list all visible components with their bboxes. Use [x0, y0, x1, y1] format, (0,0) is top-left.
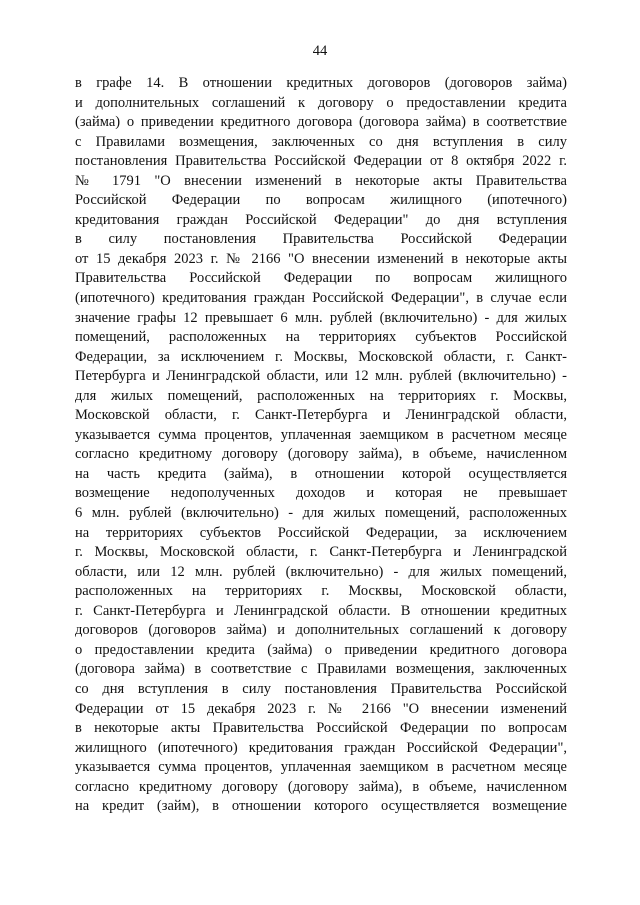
text-line: жилищного (ипотечного) кредитования граждан Российской Федерации",	[75, 739, 567, 756]
text-line: в графе 14. В отношении кредитных договоров (договоров займа)	[75, 75, 567, 91]
text-line: и дополнительных соглашений к договору о предоставлении кредита	[75, 94, 567, 111]
text-line: помещений, расположенных на территориях субъектов Российской	[75, 329, 567, 346]
text-line: с Правилами возмещения, заключенных со дня вступления в силу	[75, 133, 567, 150]
text-line: Петербурга и Ленинградской области, или 12 млн. рублей (включительно) -	[75, 368, 567, 385]
text-line: на часть кредита (займа), в отношении которой осуществляется	[75, 465, 567, 482]
text-line: (ипотечного) кредитования граждан Российской Федерации", в случае если	[75, 290, 567, 307]
text-line: в некоторые акты Правительства Российской Федерации по вопросам	[75, 720, 567, 737]
text-line: указывается сумма процентов, уплаченная заемщиком в расчетном месяце	[75, 759, 567, 776]
text-line: Федерации от 15 декабря 2023 г. № 2166 "О внесении изменений	[75, 700, 567, 717]
text-line: постановления Правительства Российской Федерации от 8 октября 2022 г.	[75, 153, 567, 170]
text-line: от 15 декабря 2023 г. № 2166 "О внесении изменений в некоторые акты	[75, 250, 567, 267]
text-line: согласно кредитному договору (договору займа), в объеме, начисленном	[75, 446, 567, 463]
text-line: договоров (договоров займа) и дополнительных соглашений к договору	[75, 622, 567, 639]
text-line: для жилых помещений, расположенных на территориях г. Москвы,	[75, 387, 567, 404]
text-line: о предоставлении кредита (займа) о приведении кредитного договора	[75, 641, 567, 658]
text-line: расположенных на территориях г. Москвы, Московской области,	[75, 583, 567, 600]
text-line: указывается сумма процентов, уплаченная заемщиком в расчетном месяце	[75, 426, 567, 443]
text-line: кредитования граждан Российской Федерации" до дня вступления	[75, 211, 567, 228]
text-line: значение графы 12 превышает 6 млн. рублей (включительно) - для жилых	[75, 309, 567, 326]
text-line: 6 млн. рублей (включительно) - для жилых помещений, расположенных	[75, 505, 567, 522]
text-line: на территориях субъектов Российской Федерации, за исключением	[75, 524, 567, 541]
text-line: в силу постановления Правительства Российской Федерации	[75, 231, 567, 248]
text-line: Московской области, г. Санкт-Петербурга и Ленинградской области,	[75, 407, 567, 424]
text-line: со дня вступления в силу постановления Правительства Российской	[75, 680, 567, 697]
text-line: № 1791 "О внесении изменений в некоторые акты Правительства	[75, 172, 567, 189]
text-line: (займа) о приведении кредитного договора (договора займа) в соответствие	[75, 114, 567, 131]
text-line: г. Санкт-Петербурга и Ленинградской области. В отношении кредитных	[75, 602, 567, 619]
text-line: согласно кредитному договору (договору займа), в объеме, начисленном	[75, 778, 567, 795]
text-line: возмещение недополученных доходов и которая не превышает	[75, 485, 567, 502]
document-body	[75, 74, 567, 817]
text-line: Российской Федерации по вопросам жилищного (ипотечного)	[75, 192, 567, 209]
text-line: области, или 12 млн. рублей (включительно) - для жилых помещений,	[75, 563, 567, 580]
text-line: г. Москвы, Московской области, г. Санкт-Петербурга и Ленинградской	[75, 544, 567, 561]
page-number: 44	[312, 43, 328, 59]
text-line: Правительства Российской Федерации по вопросам жилищного	[75, 270, 567, 287]
text-line: (договора займа) в соответствие с Правилами возмещения, заключенных	[75, 661, 567, 678]
text-line: Федерации, за исключением г. Москвы, Московской области, г. Санкт-	[75, 348, 567, 365]
text-line: на кредит (займ), в отношении которого осуществляется возмещение	[75, 798, 567, 815]
